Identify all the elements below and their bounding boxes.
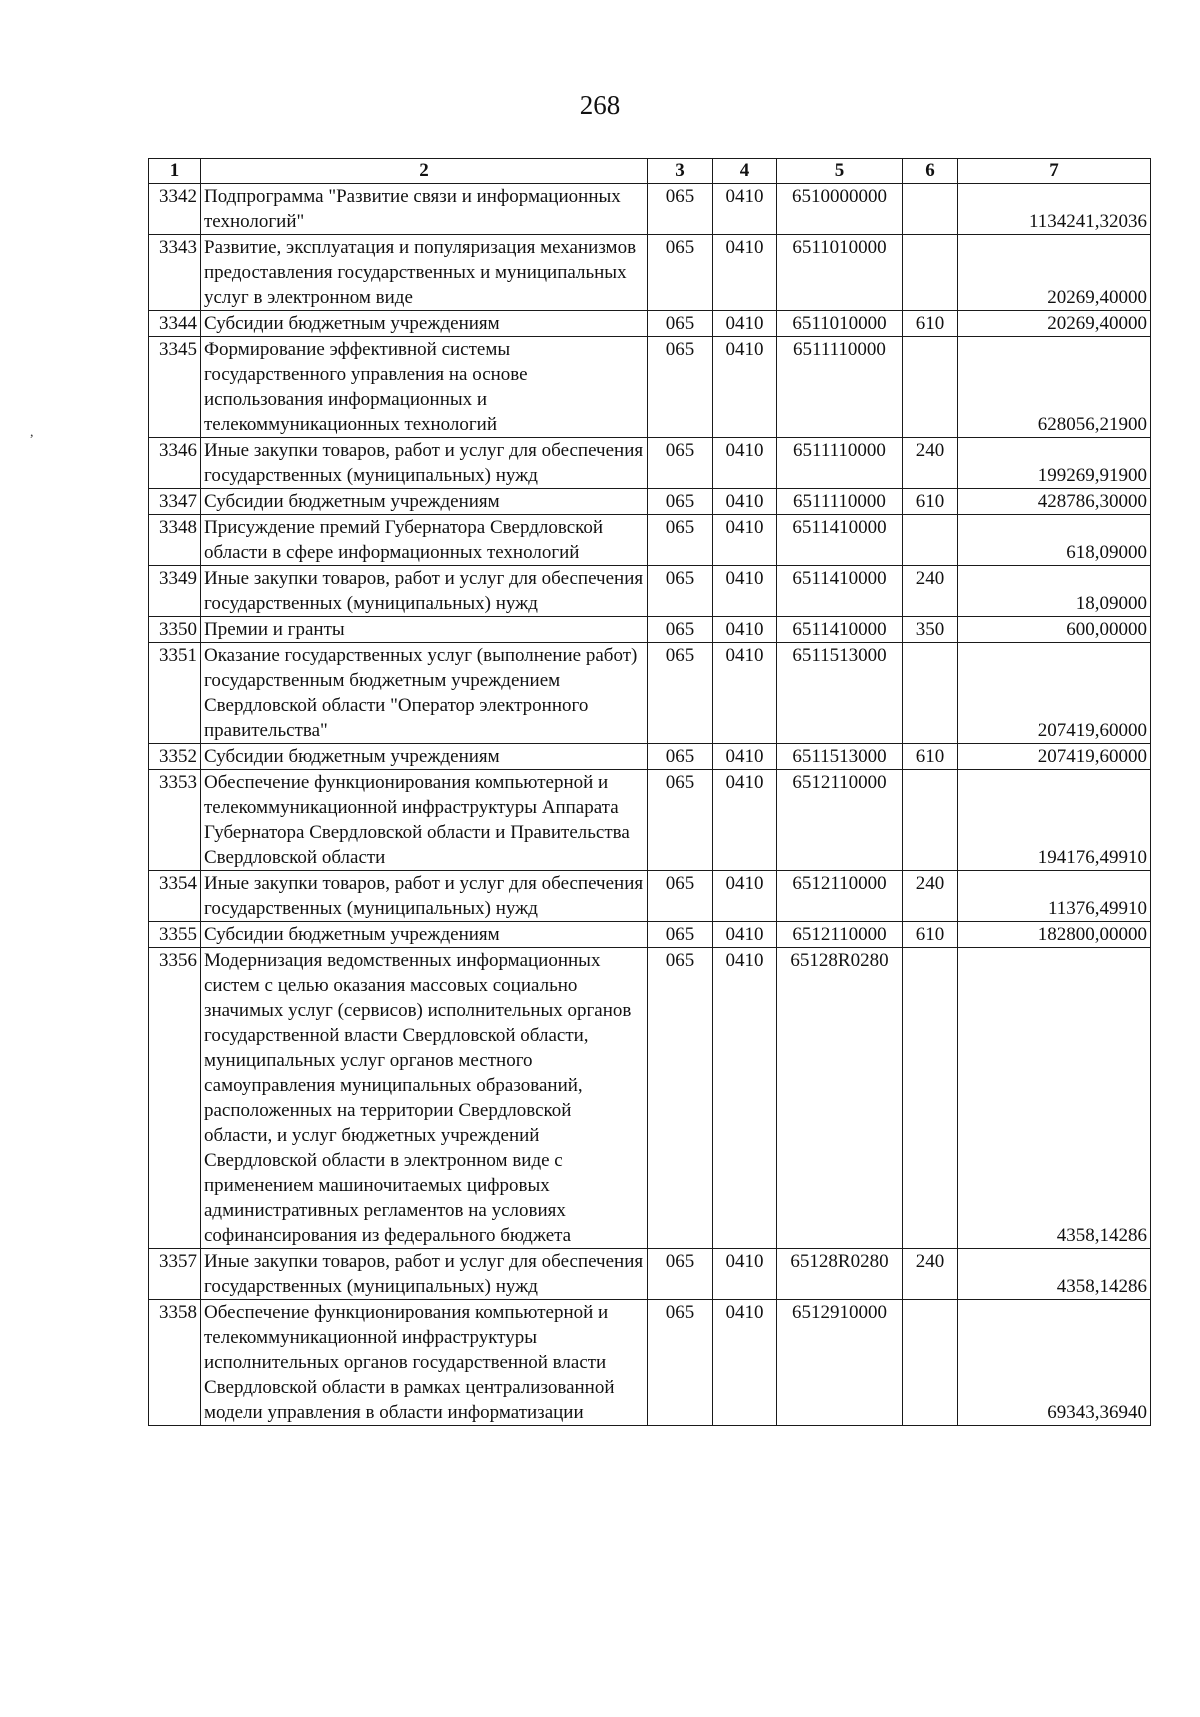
row-section-code: 0410	[713, 1249, 777, 1300]
col-header-2: 2	[201, 159, 648, 184]
scan-speck: ,	[30, 425, 34, 440]
row-section-code: 0410	[713, 515, 777, 566]
row-ministry-code: 065	[648, 744, 713, 770]
row-amount: 628056,21900	[958, 337, 1151, 438]
row-name: Оказание государственных услуг (выполнение работ) государственным бюджетным учреждением Свердловской области "Оператор электронного правительства"	[201, 643, 648, 744]
row-target-code: 6512910000	[777, 1300, 903, 1426]
row-amount: 20269,40000	[958, 235, 1151, 311]
row-amount: 18,09000	[958, 566, 1151, 617]
row-target-code: 6511010000	[777, 235, 903, 311]
row-section-code: 0410	[713, 311, 777, 337]
row-ministry-code: 065	[648, 1249, 713, 1300]
row-ministry-code: 065	[648, 922, 713, 948]
row-amount: 207419,60000	[958, 643, 1151, 744]
row-amount: 11376,49910	[958, 871, 1151, 922]
col-header-4: 4	[713, 159, 777, 184]
row-target-code: 6511110000	[777, 438, 903, 489]
row-amount: 69343,36940	[958, 1300, 1151, 1426]
row-name: Развитие, эксплуатация и популяризация механизмов предоставления государственных и муниципальных услуг в электронном виде	[201, 235, 648, 311]
row-section-code: 0410	[713, 1300, 777, 1426]
row-number: 3355	[149, 922, 201, 948]
row-number: 3346	[149, 438, 201, 489]
budget-table	[148, 158, 1151, 1426]
row-target-code: 65128R0280	[777, 1249, 903, 1300]
table-row	[149, 922, 1151, 948]
row-expense-type: 610	[903, 489, 958, 515]
row-number: 3348	[149, 515, 201, 566]
table-row	[149, 948, 1151, 1249]
row-section-code: 0410	[713, 617, 777, 643]
row-name: Иные закупки товаров, работ и услуг для обеспечения государственных (муниципальных) нужд	[201, 438, 648, 489]
row-section-code: 0410	[713, 184, 777, 235]
col-header-7: 7	[958, 159, 1151, 184]
row-section-code: 0410	[713, 438, 777, 489]
row-name: Обеспечение функционирования компьютерной и телекоммуникационной инфраструктуры Аппарата Губернатора Свердловской области и Правительства Свердловской области	[201, 770, 648, 871]
row-section-code: 0410	[713, 489, 777, 515]
table-row	[149, 770, 1151, 871]
row-target-code: 6511513000	[777, 744, 903, 770]
row-number: 3353	[149, 770, 201, 871]
row-target-code: 6512110000	[777, 770, 903, 871]
row-expense-type: 610	[903, 922, 958, 948]
row-section-code: 0410	[713, 337, 777, 438]
row-ministry-code: 065	[648, 643, 713, 744]
table-row	[149, 489, 1151, 515]
row-expense-type	[903, 1300, 958, 1426]
row-ministry-code: 065	[648, 1300, 713, 1426]
row-number: 3351	[149, 643, 201, 744]
row-expense-type: 350	[903, 617, 958, 643]
row-name: Субсидии бюджетным учреждениям	[201, 922, 648, 948]
row-number: 3350	[149, 617, 201, 643]
row-name: Формирование эффективной системы государственного управления на основе использования информационных и телекоммуникационных технологий	[201, 337, 648, 438]
row-name: Присуждение премий Губернатора Свердловской области в сфере информационных технологий	[201, 515, 648, 566]
row-expense-type: 240	[903, 566, 958, 617]
row-amount: 207419,60000	[958, 744, 1151, 770]
row-target-code: 6512110000	[777, 922, 903, 948]
row-expense-type: 240	[903, 1249, 958, 1300]
row-section-code: 0410	[713, 948, 777, 1249]
row-target-code: 6510000000	[777, 184, 903, 235]
table-row	[149, 1249, 1151, 1300]
row-target-code: 6511513000	[777, 643, 903, 744]
table-row	[149, 643, 1151, 744]
row-name: Иные закупки товаров, работ и услуг для обеспечения государственных (муниципальных) нужд	[201, 1249, 648, 1300]
row-name: Субсидии бюджетным учреждениям	[201, 311, 648, 337]
col-header-5: 5	[777, 159, 903, 184]
row-name: Модернизация ведомственных информационных систем с целью оказания массовых социально значимых услуг (сервисов) исполнительных органов государственной власти Свердловской области, муниципальных услуг органов местного самоуправления муниципальных образований, расположенных на территории Свердловской области, и услуг бюджетных учреждений Свердловской области в электронном виде с применением машиночитаемых цифровых административных регламентов на условиях софинансирования из федерального бюджета	[201, 948, 648, 1249]
row-name: Иные закупки товаров, работ и услуг для обеспечения государственных (муниципальных) нужд	[201, 566, 648, 617]
row-number: 3356	[149, 948, 201, 1249]
row-number: 3345	[149, 337, 201, 438]
row-number: 3344	[149, 311, 201, 337]
row-amount: 194176,49910	[958, 770, 1151, 871]
row-target-code: 6511410000	[777, 515, 903, 566]
row-name: Иные закупки товаров, работ и услуг для обеспечения государственных (муниципальных) нужд	[201, 871, 648, 922]
row-name: Обеспечение функционирования компьютерной и телекоммуникационной инфраструктуры исполнительных органов государственной власти Свердловской области в рамках централизованной модели управления в области информатизации	[201, 1300, 648, 1426]
row-target-code: 6511010000	[777, 311, 903, 337]
row-amount: 600,00000	[958, 617, 1151, 643]
table-row	[149, 311, 1151, 337]
table-row	[149, 617, 1151, 643]
row-amount: 618,09000	[958, 515, 1151, 566]
row-ministry-code: 065	[648, 438, 713, 489]
row-name: Премии и гранты	[201, 617, 648, 643]
row-ministry-code: 065	[648, 311, 713, 337]
row-expense-type: 240	[903, 438, 958, 489]
table-row	[149, 1300, 1151, 1426]
row-number: 3349	[149, 566, 201, 617]
row-number: 3354	[149, 871, 201, 922]
row-ministry-code: 065	[648, 617, 713, 643]
row-section-code: 0410	[713, 744, 777, 770]
row-section-code: 0410	[713, 871, 777, 922]
table-row	[149, 515, 1151, 566]
row-expense-type: 240	[903, 871, 958, 922]
table-row	[149, 566, 1151, 617]
row-name: Подпрограмма "Развитие связи и информационных технологий"	[201, 184, 648, 235]
row-section-code: 0410	[713, 235, 777, 311]
row-number: 3357	[149, 1249, 201, 1300]
row-amount: 428786,30000	[958, 489, 1151, 515]
row-expense-type: 610	[903, 744, 958, 770]
row-section-code: 0410	[713, 566, 777, 617]
row-ministry-code: 065	[648, 770, 713, 871]
row-expense-type	[903, 184, 958, 235]
table-row	[149, 744, 1151, 770]
row-ministry-code: 065	[648, 235, 713, 311]
table-row	[149, 184, 1151, 235]
row-expense-type	[903, 337, 958, 438]
table-row	[149, 235, 1151, 311]
row-amount: 4358,14286	[958, 948, 1151, 1249]
row-amount: 199269,91900	[958, 438, 1151, 489]
row-target-code: 6511110000	[777, 489, 903, 515]
row-ministry-code: 065	[648, 566, 713, 617]
header-row	[149, 159, 1151, 184]
row-ministry-code: 065	[648, 337, 713, 438]
row-amount: 20269,40000	[958, 311, 1151, 337]
row-name: Субсидии бюджетным учреждениям	[201, 744, 648, 770]
row-expense-type	[903, 235, 958, 311]
row-amount: 1134241,32036	[958, 184, 1151, 235]
row-expense-type: 610	[903, 311, 958, 337]
row-target-code: 6511410000	[777, 566, 903, 617]
row-ministry-code: 065	[648, 871, 713, 922]
row-ministry-code: 065	[648, 489, 713, 515]
row-ministry-code: 065	[648, 184, 713, 235]
row-number: 3352	[149, 744, 201, 770]
row-expense-type	[903, 643, 958, 744]
row-amount: 4358,14286	[958, 1249, 1151, 1300]
row-number: 3342	[149, 184, 201, 235]
row-section-code: 0410	[713, 770, 777, 871]
row-target-code: 65128R0280	[777, 948, 903, 1249]
row-target-code: 6511410000	[777, 617, 903, 643]
table-row	[149, 438, 1151, 489]
row-amount: 182800,00000	[958, 922, 1151, 948]
table-row	[149, 337, 1151, 438]
row-expense-type	[903, 515, 958, 566]
row-ministry-code: 065	[648, 515, 713, 566]
row-section-code: 0410	[713, 922, 777, 948]
row-number: 3358	[149, 1300, 201, 1426]
row-number: 3347	[149, 489, 201, 515]
col-header-3: 3	[648, 159, 713, 184]
row-section-code: 0410	[713, 643, 777, 744]
row-ministry-code: 065	[648, 948, 713, 1249]
row-target-code: 6511110000	[777, 337, 903, 438]
row-target-code: 6512110000	[777, 871, 903, 922]
row-expense-type	[903, 948, 958, 1249]
col-header-1: 1	[149, 159, 201, 184]
row-number: 3343	[149, 235, 201, 311]
col-header-6: 6	[903, 159, 958, 184]
row-expense-type	[903, 770, 958, 871]
page-number: 268	[579, 90, 621, 120]
table-row	[149, 871, 1151, 922]
row-name: Субсидии бюджетным учреждениям	[201, 489, 648, 515]
